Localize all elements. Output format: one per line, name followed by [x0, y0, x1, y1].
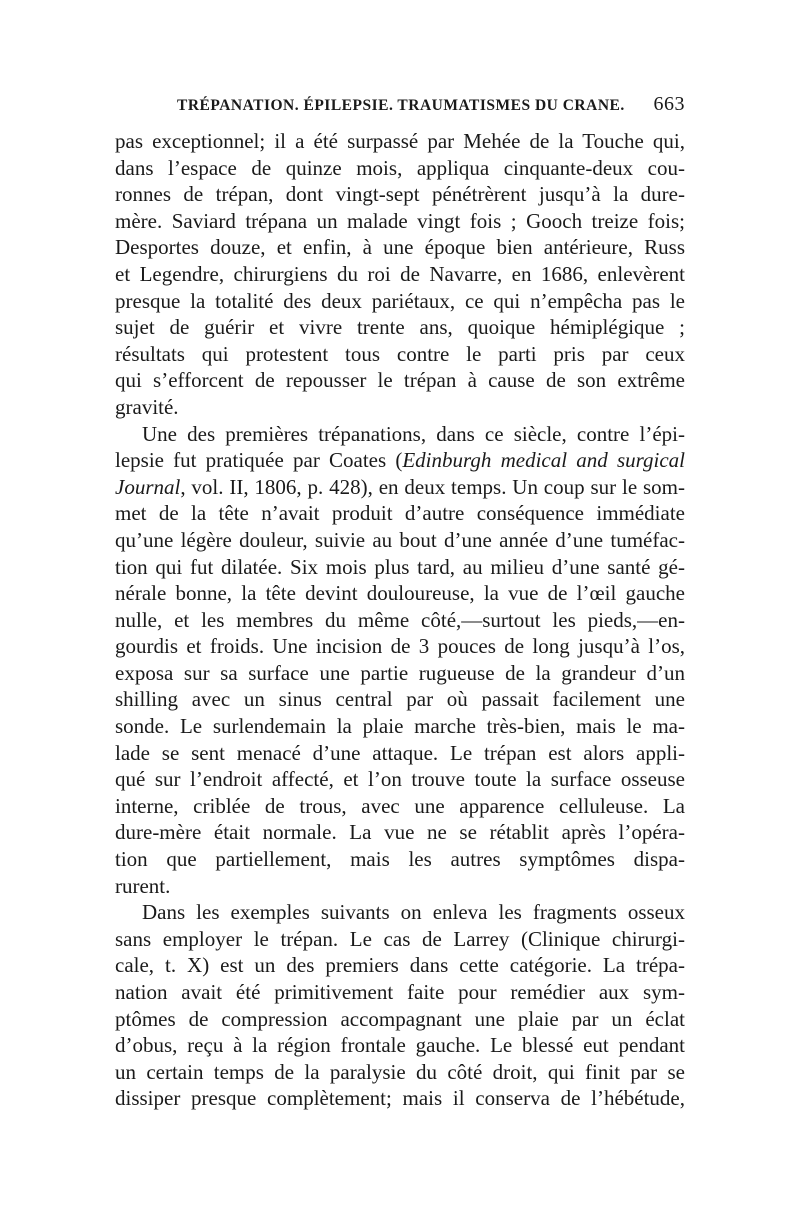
text-line: cale, t. X) est un des premiers dans cette catégorie. La trépa-: [115, 953, 685, 978]
text-line: et Legendre, chirurgiens du roi de Navarre, en 1686, enlevèrent: [115, 261, 685, 286]
text-line: un certain temps de la paralysie du côté droit, qui finit par se: [115, 1059, 685, 1084]
body-text: [115, 128, 685, 1112]
text-line: tion que partiellement, mais les autres symptômes dispa-: [115, 847, 685, 872]
text-line: presque la totalité des deux pariétaux, ce qui n’empêcha pas le: [115, 288, 685, 313]
running-header: [115, 93, 685, 123]
text-line: met de la tête n’avait produit d’autre conséquence immédiate: [115, 501, 685, 526]
text-line: sans employer le trépan. Le cas de Larrey (Clinique chirurgi-: [115, 926, 685, 951]
text-fragment: lepsie fut pratiquée par Coates (: [115, 448, 403, 473]
text-line: dans l’espace de quinze mois, appliqua cinquante-deux cou-: [115, 155, 685, 180]
journal-title-italic: Journal: [115, 474, 181, 499]
text-line-with-citation: [115, 474, 685, 501]
text-line: dissiper presque complètement; mais il conserva de l’hébétude,: [115, 1086, 685, 1111]
text-line: dure-mère était normale. La vue ne se rétablit après l’opéra-: [115, 820, 685, 845]
text-fragment: , vol. II, 1806, p. 428), en deux temps. Un coup sur le som-: [180, 474, 685, 499]
text-line: exposa sur sa surface une partie rugueuse de la grandeur d’un: [115, 660, 685, 685]
text-line: interne, criblée de trous, avec une apparence celluleuse. La: [115, 793, 685, 818]
text-line: pas exceptionnel; il a été surpassé par Mehée de la Touche qui,: [115, 129, 685, 153]
text-line: qué sur l’endroit affecté, et l’on trouve toute la surface osseuse: [115, 767, 685, 792]
text-line-with-citation: [115, 447, 685, 474]
running-title: TRÉPANATION. ÉPILEPSIE. TRAUMATISMES DU CRANE.: [177, 97, 625, 114]
text-line: nérale bonne, la tête devint douloureuse, la vue de l’œil gauche: [115, 581, 685, 606]
text-line: d’obus, reçu à la région frontale gauche. Le blessé eut pendant: [115, 1033, 685, 1058]
text-line: ptômes de compression accompagnant une plaie par un éclat: [115, 1006, 685, 1031]
text-line: lade se sent menacé d’une attaque. Le trépan est alors appli-: [115, 740, 685, 765]
text-line: ronnes de trépan, dont vingt-sept pénétrèrent jusqu’à la dure-: [115, 182, 685, 207]
paragraph-start-line: Dans les exemples suivants on enleva les fragments osseux: [142, 900, 685, 925]
text-line: sonde. Le surlendemain la plaie marche très-bien, mais le ma-: [115, 714, 685, 739]
page-number: 663: [653, 93, 685, 115]
text-line: sujet de guérir et vivre trente ans, quoique hémiplégique ;: [115, 315, 685, 340]
text-line: résultats qui protestent tous contre le parti pris par ceux: [115, 341, 685, 366]
text-line: qu’une légère douleur, suivie au bout d’une année d’une tuméfac-: [115, 527, 685, 552]
text-line: tion qui fut dilatée. Six mois plus tard, au milieu d’une santé gé-: [115, 554, 685, 579]
paragraph-start-line: Une des premières trépanations, dans ce siècle, contre l’épi-: [142, 421, 685, 446]
text-line: qui s’efforcent de repousser le trépan à cause de son extrême: [115, 368, 685, 393]
paragraph-end-line: gravité.: [115, 394, 179, 419]
text-line: Desportes douze, et enfin, à une époque bien antérieure, Russ: [115, 235, 685, 260]
text-line: nation avait été primitivement faite pour remédier aux sym-: [115, 980, 685, 1004]
text-line: nulle, et les membres du même côté,—surtout les pieds,—en-: [115, 607, 685, 632]
journal-title-italic: Edinburgh medical and surgical: [402, 448, 685, 473]
paragraph-end-line: rurent.: [115, 873, 171, 898]
text-line: gourdis et froids. Une incision de 3 pouces de long jusqu’à l’os,: [115, 634, 685, 659]
text-line: mère. Saviard trépana un malade vingt fois ; Gooch treize fois;: [115, 208, 685, 233]
text-line: shilling avec un sinus central par où passait facilement une: [115, 687, 685, 712]
